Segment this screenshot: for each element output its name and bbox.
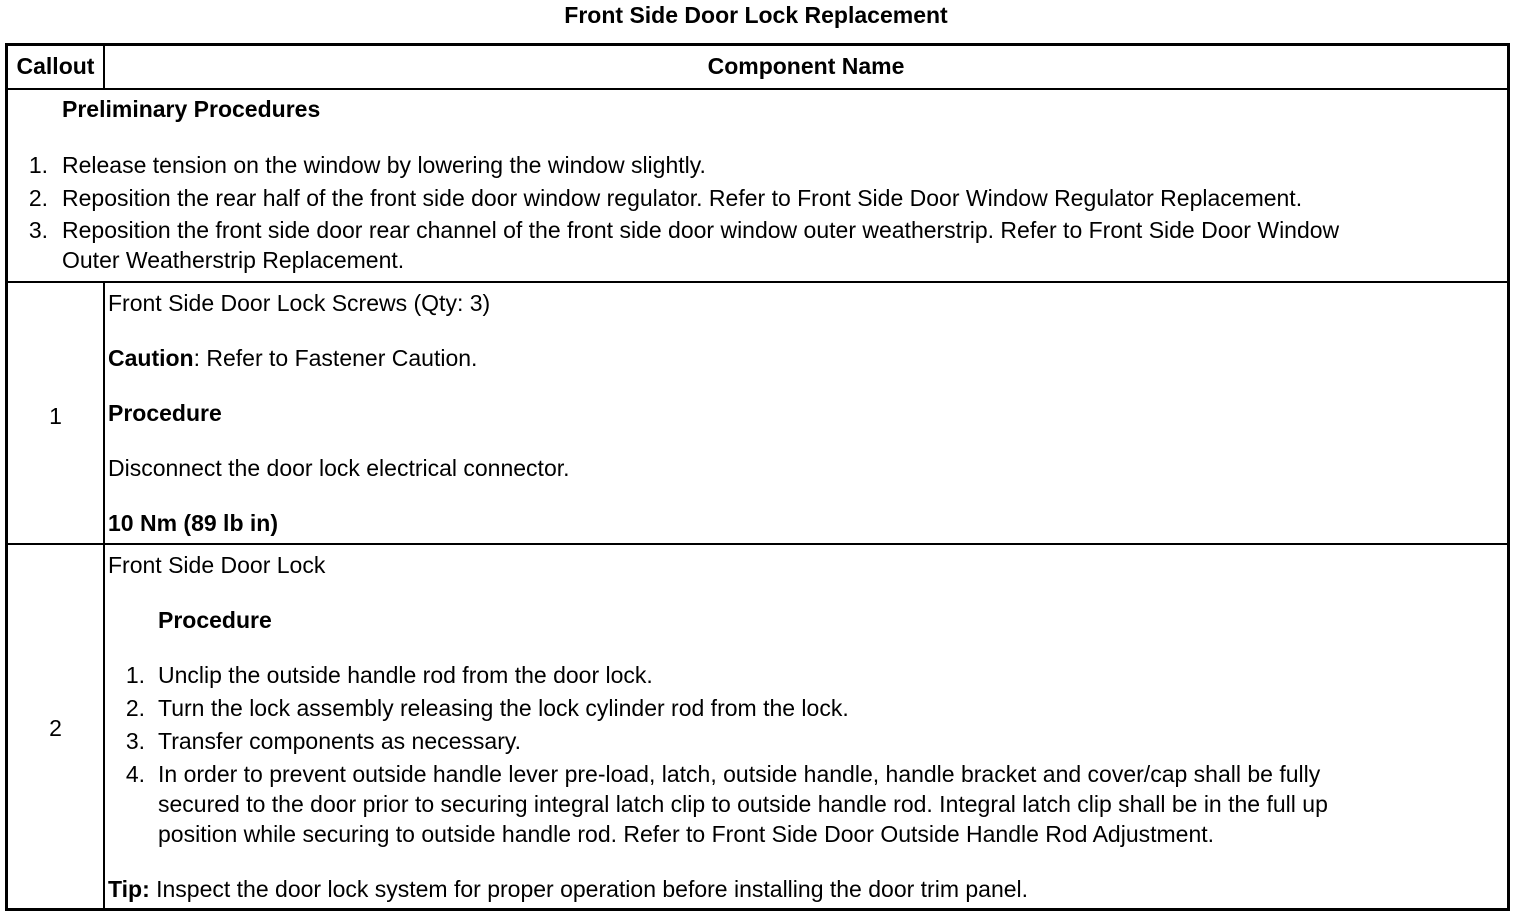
preliminary-step-text-continued: Outer Weatherstrip Replacement. <box>62 247 405 273</box>
preliminary-step-text: Reposition the front side door rear channel of the front side door window outer weatherstrip. Refer to Front Side Door Window <box>62 217 1340 243</box>
procedure-heading: Procedure <box>158 607 272 633</box>
procedure-step-text-continued: position while securing to outside handle rod. Refer to Front Side Door Outside Handle Rod Adjustment. <box>158 821 1215 847</box>
procedure-step-number: 2. <box>125 695 145 721</box>
preliminary-step-number: 2. <box>28 185 48 211</box>
caution-text: : Refer to Fastener Caution. <box>193 345 478 371</box>
callout-number: 1 <box>49 403 62 429</box>
component-name: Front Side Door Lock <box>108 552 326 578</box>
procedure-step-number: 3. <box>125 728 145 754</box>
procedure-step-text: Transfer components as necessary. <box>158 728 522 754</box>
procedure-step-text-continued: secured to the door prior to securing integral latch clip to outside handle rod. Integral latch clip shall be in the full up <box>158 791 1328 817</box>
component-name: Front Side Door Lock Screws (Qty: 3) <box>108 290 491 316</box>
torque-spec: 10 Nm (89 lb in) <box>108 510 278 536</box>
preliminary-step-text: Reposition the rear half of the front side door window regulator. Refer to Front Side Door Window Regulator Replacement. <box>62 185 1303 211</box>
preliminary-step-number: 1. <box>28 152 48 178</box>
body-column-divider <box>103 281 105 908</box>
procedure-step-text: In order to prevent outside handle lever pre-load, latch, outside handle, handle bracket and cover/cap shall be fully <box>158 761 1321 787</box>
column-header-callout: Callout <box>16 53 95 79</box>
tip-note <box>108 876 1028 903</box>
procedure-text: Disconnect the door lock electrical connector. <box>108 455 570 481</box>
tip-text: Inspect the door lock system for proper operation before installing the door trim panel. <box>149 876 1029 902</box>
caution-note <box>108 345 477 372</box>
column-header-component-name: Component Name <box>707 53 905 79</box>
procedure-step-text: Unclip the outside handle rod from the door lock. <box>158 662 653 688</box>
row-divider <box>8 543 1507 545</box>
preliminary-divider <box>8 281 1507 283</box>
procedure-step-number: 4. <box>125 761 145 787</box>
caution-label: Caution <box>108 345 194 371</box>
page-title: Front Side Door Lock Replacement <box>564 2 948 28</box>
procedure-step-text: Turn the lock assembly releasing the lock cylinder rod from the lock. <box>158 695 849 721</box>
procedure-table <box>5 43 1510 911</box>
preliminary-step-text: Release tension on the window by lowering the window slightly. <box>62 152 706 178</box>
preliminary-step-number: 3. <box>28 217 48 243</box>
callout-number: 2 <box>49 715 62 741</box>
procedure-heading: Procedure <box>108 400 222 426</box>
header-divider <box>8 88 1507 90</box>
tip-label: Tip: <box>108 876 150 902</box>
preliminary-heading: Preliminary Procedures <box>62 96 321 122</box>
procedure-step-number: 1. <box>125 662 145 688</box>
